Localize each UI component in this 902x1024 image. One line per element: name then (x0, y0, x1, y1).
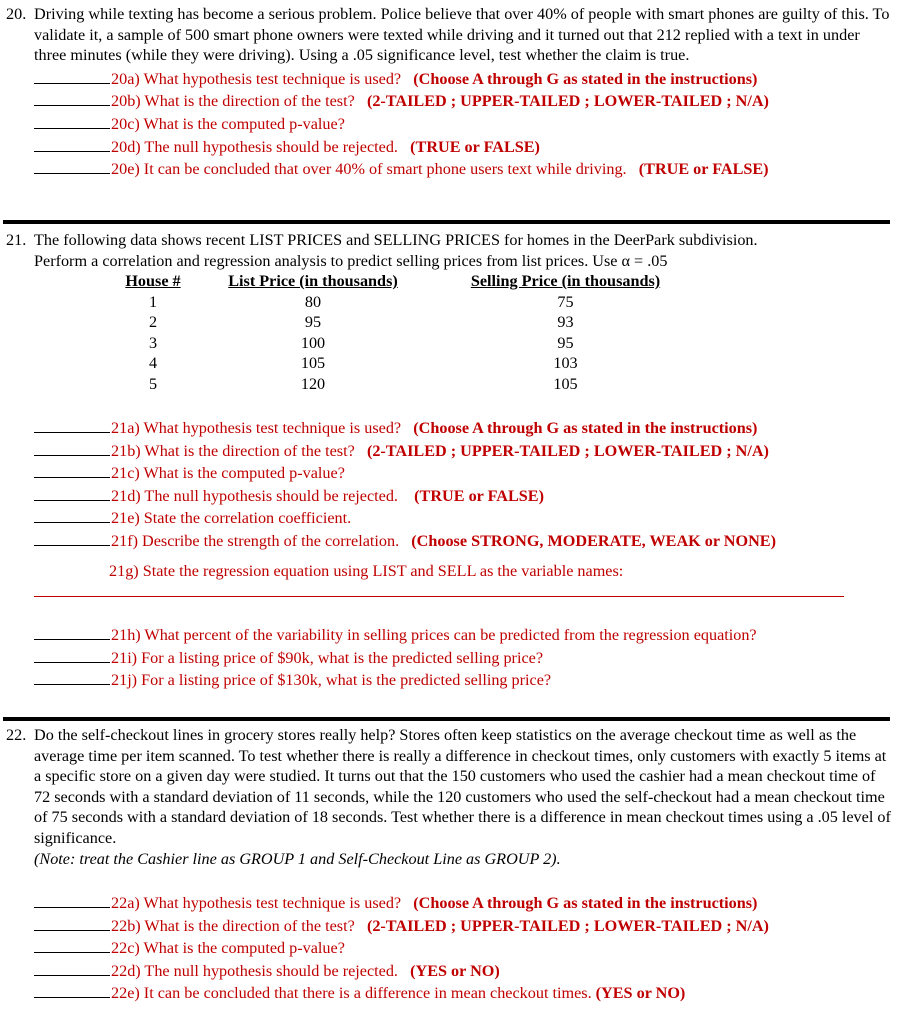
answer-blank[interactable] (34, 89, 110, 106)
table-row: 2 95 93 (148, 313, 574, 332)
table-row: 3 100 95 (148, 333, 574, 352)
answer-blank[interactable] (34, 416, 110, 433)
answer-row-22e: 22e) It can be concluded that there is a difference in mean checkout times. (YES or NO) (0, 981, 902, 1004)
question-21-answers (0, 416, 902, 552)
note: (Note: treat the Cashier line as GROUP 1 and Self-Checkout Line as GROUP 2). (34, 849, 561, 868)
answer-blank[interactable] (34, 439, 110, 456)
question-number: 21. (6, 231, 27, 249)
table-row: 1 80 75 (148, 292, 574, 311)
column-header: Selling Price (in thousands) (470, 272, 661, 290)
answer-row-21d: 21d) The null hypothesis should be rejected. (TRUE or FALSE) (0, 484, 902, 507)
price-table (108, 271, 703, 395)
answer-row-22d: 22d) The null hypothesis should be rejected. (YES or NO) (0, 959, 902, 982)
answer-row-22c: 22c) What is the computed p-value? (0, 936, 902, 959)
answer-blank[interactable] (34, 959, 110, 976)
answer-row-20c: 20c) What is the computed p-value? (0, 112, 902, 135)
answer-blank[interactable] (34, 914, 110, 931)
answer-row-22b: 22b) What is the direction of the test? (2-TAILED ; UPPER-TAILED ; LOWER-TAILED ; N/A) (0, 914, 902, 937)
table-header-row (108, 271, 703, 292)
question-21 (0, 230, 902, 271)
question-22-answers (0, 891, 902, 1004)
regression-answer-line[interactable] (34, 596, 844, 597)
answer-row-20a: 20a) What hypothesis test technique is used? (Choose A through G as stated in the instructions) (0, 67, 902, 90)
answer-blank[interactable] (34, 484, 110, 501)
question-21-answers-2 (0, 623, 902, 691)
section-divider (3, 220, 890, 224)
answer-row-20e: 20e) It can be concluded that over 40% of smart phone users text while driving. (TRUE or FALSE) (0, 157, 902, 180)
answer-row-21h: 21h) What percent of the variability in selling prices can be predicted from the regression equation? (0, 623, 902, 646)
table-row: 5 120 105 (148, 374, 578, 393)
answer-row-21f: 21f) Describe the strength of the correlation. (Choose STRONG, MODERATE, WEAK or NONE) (0, 529, 902, 552)
answer-blank[interactable] (34, 668, 110, 685)
answer-blank[interactable] (34, 135, 110, 152)
answer-row-21j: 21j) For a listing price of $130k, what is the predicted selling price? (0, 668, 902, 691)
question-20 (0, 4, 902, 180)
answer-row-21b: 21b) What is the direction of the test? (2-TAILED ; UPPER-TAILED ; LOWER-TAILED ; N/A) (0, 439, 902, 462)
question-number: 22. (6, 726, 27, 744)
regression-prompt: 21g) State the regression equation using LIST and SELL as the variable names: (109, 562, 624, 580)
answer-row-21e: 21e) State the correlation coefficient. (0, 506, 902, 529)
answer-blank[interactable] (34, 646, 110, 663)
answer-blank[interactable] (34, 67, 110, 84)
answer-row-22a: 22a) What hypothesis test technique is used? (Choose A through G as stated in the instructions) (0, 891, 902, 914)
column-header: House # (125, 272, 181, 290)
answer-blank[interactable] (34, 506, 110, 523)
answer-row-21i: 21i) For a listing price of $90k, what is the predicted selling price? (0, 646, 902, 669)
question-22 (0, 725, 902, 869)
answer-row-21a: 21a) What hypothesis test technique is used? (Choose A through G as stated in the instructions) (0, 416, 902, 439)
question-text: Driving while texting has become a serious problem. Police believe that over 40% of people with smart phones are guilty of this. To validate it, a sample of 500 smart phone owners were texted while driving and it turned out that 212 replied with a text in under three minutes (while they were driving). Using a .05 significance level, test whether the claim is true. (34, 5, 890, 65)
answer-blank[interactable] (34, 981, 110, 998)
answer-blank[interactable] (34, 461, 110, 478)
answer-blank[interactable] (34, 157, 110, 174)
question-text: The following data shows recent LIST PRICES and SELLING PRICES for homes in the DeerPark subdivision. Perform a correlation and regression analysis to predict selling prices from list prices. Use α = .05 (34, 231, 758, 270)
table-row: 4 105 103 (148, 354, 578, 373)
answer-blank[interactable] (34, 936, 110, 953)
answer-row-20d: 20d) The null hypothesis should be rejected. (TRUE or FALSE) (0, 135, 902, 158)
answer-blank[interactable] (34, 112, 110, 129)
answer-row-20b: 20b) What is the direction of the test? (2-TAILED ; UPPER-TAILED ; LOWER-TAILED ; N/A) (0, 89, 902, 112)
question-number: 20. (6, 5, 27, 23)
answer-blank[interactable] (34, 891, 110, 908)
column-header: List Price (in thousands) (228, 272, 398, 290)
answer-row-21c: 21c) What is the computed p-value? (0, 461, 902, 484)
answer-blank[interactable] (34, 529, 110, 546)
question-text: Do the self-checkout lines in grocery stores really help? Stores often keep statistics on the average checkout time as well as the average time per item scanned. To test whether there is really a difference in checkout times, only customers with exactly 5 items at a specific store on a given day were studied. It turns out that the 150 customers who used the cashier had a mean checkout time of 72 seconds with a standard deviation of 11 seconds, while the 120 customers who used the self-checkout had a mean checkout time of 75 seconds with a standard deviation of 18 seconds. Test whether there is a difference in mean checkout times using a .05 level of significance. (Note: treat the Cashier line as GROUP 1 and Self-Checkout Line as GROUP 2). (34, 726, 891, 868)
answer-blank[interactable] (34, 623, 110, 640)
section-divider (3, 717, 890, 721)
